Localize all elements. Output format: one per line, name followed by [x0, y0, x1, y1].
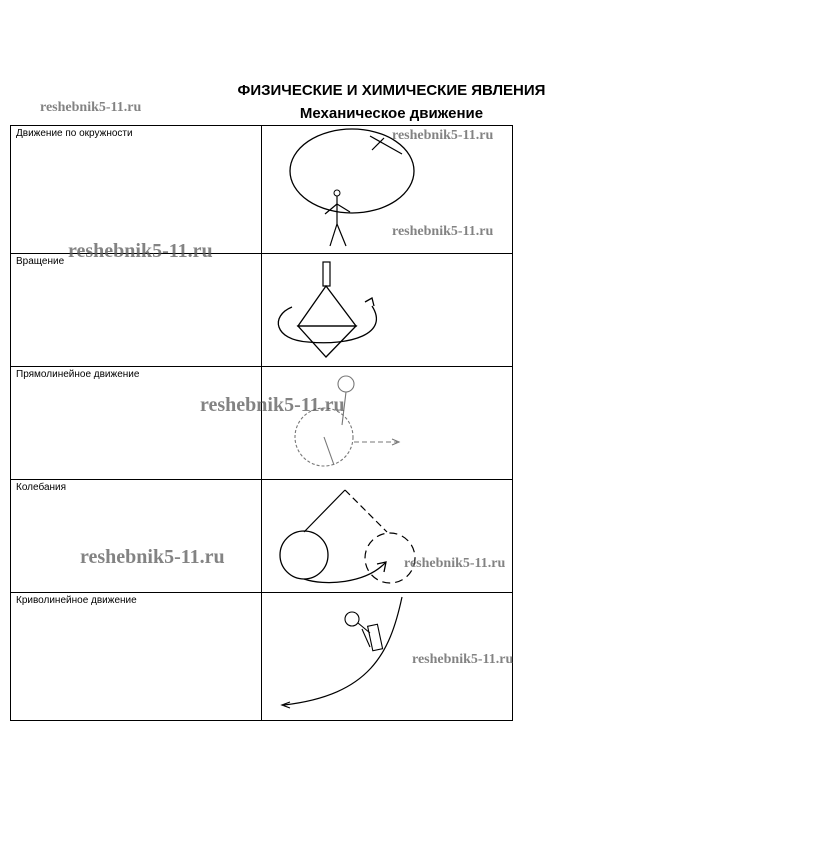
row-label: Криволинейное движение — [16, 595, 137, 606]
watermark: reshebnik5-11.ru — [40, 100, 142, 115]
row-label: Вращение — [16, 256, 65, 267]
row-label-cell — [11, 480, 262, 593]
table-row — [11, 254, 513, 367]
pendulum-icon — [262, 480, 512, 593]
rolling-wheel-icon — [262, 367, 512, 480]
row-picture-cell — [262, 254, 513, 367]
page-title: ФИЗИЧЕСКИЕ И ХИМИЧЕСКИЕ ЯВЛЕНИЯ — [237, 82, 546, 99]
row-picture-cell — [262, 480, 513, 593]
watermark: reshebnik5-11.ru — [392, 128, 494, 143]
row-label-cell — [11, 254, 262, 367]
row-label-cell — [11, 593, 262, 721]
row-label-cell — [11, 367, 262, 480]
watermark: reshebnik5-11.ru — [404, 556, 506, 571]
table-row — [11, 367, 513, 480]
watermark: reshebnik5-11.ru — [80, 546, 225, 568]
row-label-cell — [11, 126, 262, 254]
row-picture-cell — [262, 367, 513, 480]
row-label: Движение по окружности — [16, 128, 133, 139]
watermark: reshebnik5-11.ru — [68, 240, 213, 262]
row-label: Колебания — [16, 482, 67, 493]
watermark: reshebnik5-11.ru — [200, 394, 345, 416]
section-subtitle: Механическое движение — [299, 105, 484, 122]
spinning-top-icon — [262, 254, 512, 367]
watermark: reshebnik5-11.ru — [412, 652, 514, 667]
row-label: Прямолинейное движение — [16, 369, 140, 380]
table-row — [11, 480, 513, 593]
watermark: reshebnik5-11.ru — [392, 224, 494, 239]
phenomena-table — [10, 125, 513, 721]
